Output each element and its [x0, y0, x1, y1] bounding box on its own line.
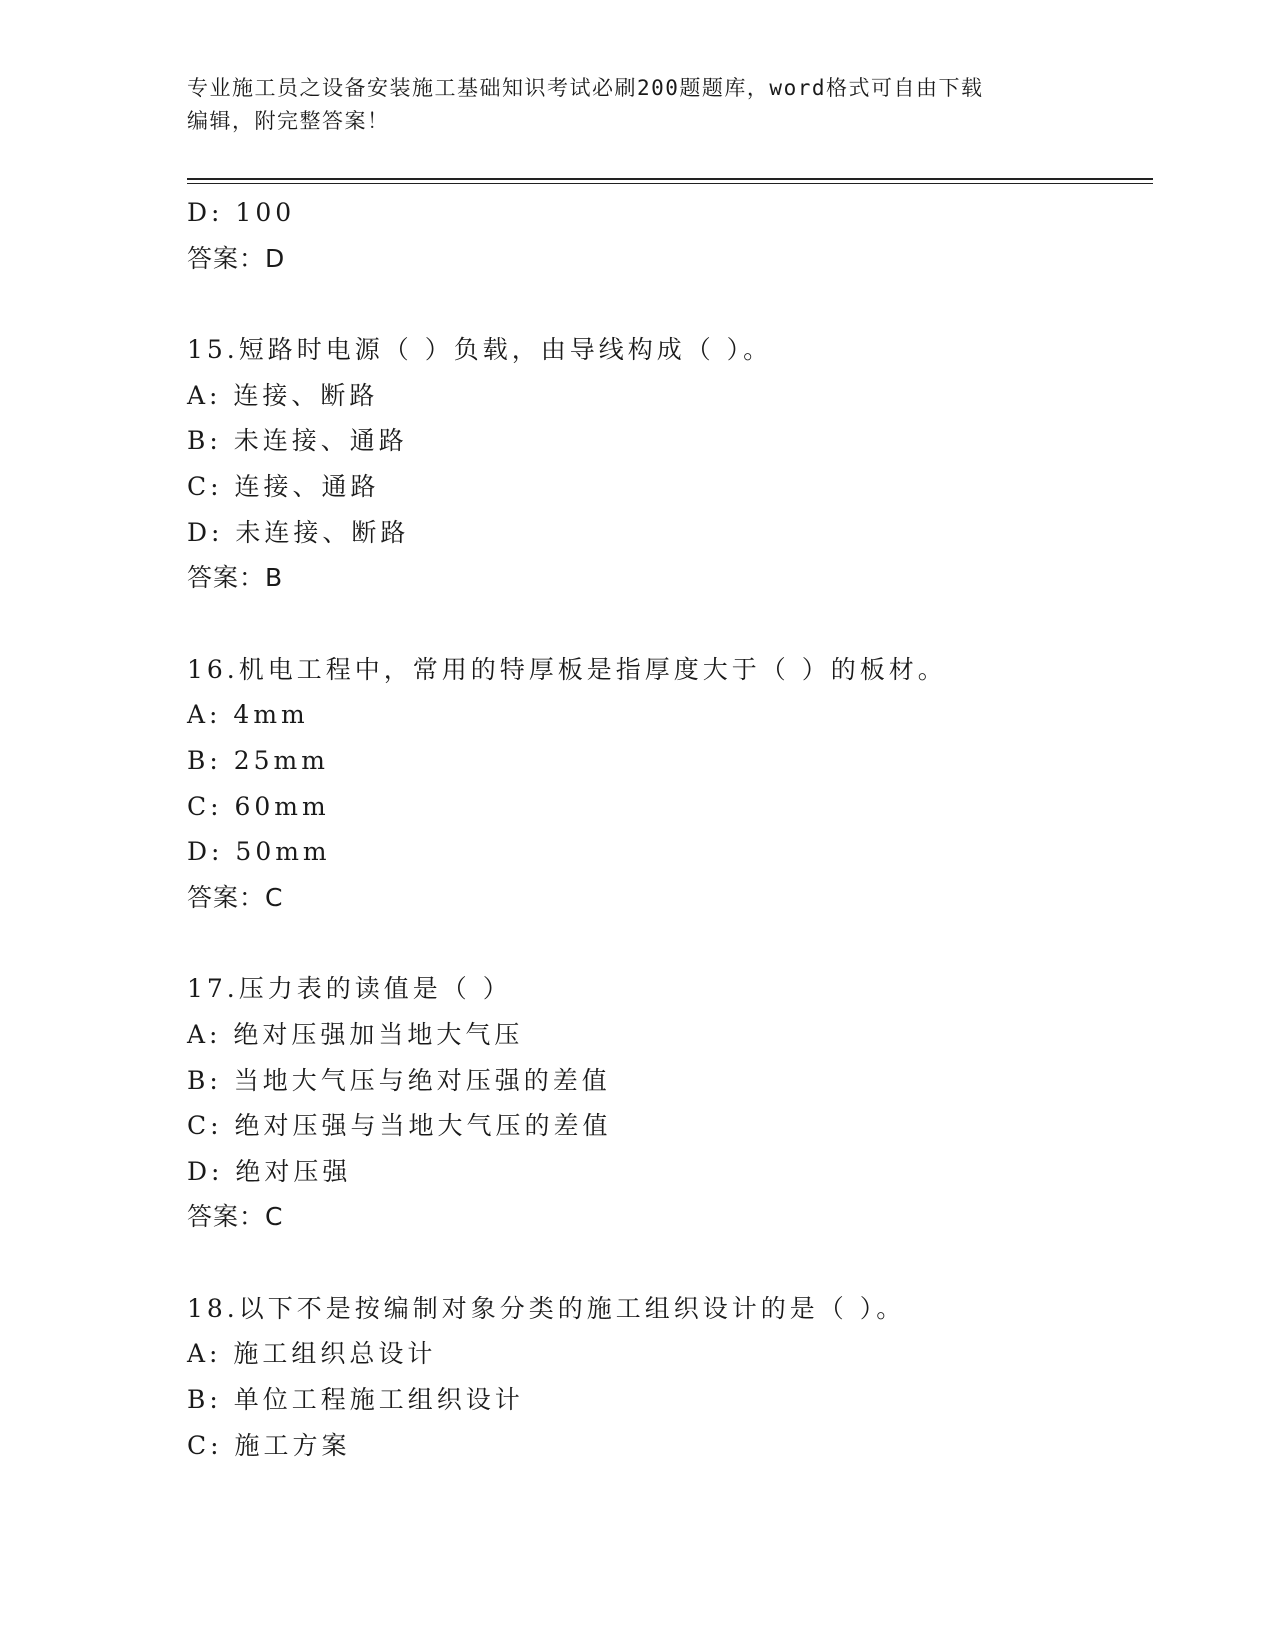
spacer — [187, 1240, 1153, 1286]
answer-line: 答案：C — [187, 1202, 284, 1232]
spacer — [187, 281, 1153, 327]
option-b: B: 单位工程施工组织设计 — [187, 1385, 524, 1415]
option-d: D: 50mm — [187, 837, 331, 867]
spacer — [187, 920, 1153, 966]
question-stem: 16.机电工程中，常用的特厚板是指厚度大于（ ）的板材。 — [187, 654, 947, 684]
option-b: B: 当地大气压与绝对压强的差值 — [187, 1065, 611, 1095]
option-c: C: 60mm — [187, 791, 330, 821]
spacer — [187, 601, 1153, 647]
question-stem: 18.以下不是按编制对象分类的施工组织设计的是（ ）。 — [187, 1293, 906, 1323]
option-a: A: 连接、断路 — [187, 380, 379, 410]
page-header — [187, 72, 1087, 138]
option-c: C: 绝对压强与当地大气压的差值 — [187, 1111, 612, 1141]
option-a: A: 绝对压强加当地大气压 — [187, 1019, 524, 1049]
answer-line: 答案：D — [187, 243, 286, 273]
answer-line: 答案：C — [187, 882, 284, 912]
option-a: A: 施工组织总设计 — [187, 1339, 437, 1369]
question-list — [187, 190, 1153, 1468]
question-stem: 15.短路时电源（ ）负载，由导线构成（ ）。 — [187, 335, 773, 365]
option-d: D: 100 — [187, 198, 296, 227]
question-block-18 — [187, 1286, 1153, 1468]
header-line-2: 编辑，附完整答案！ — [187, 109, 390, 133]
header-divider-thin — [187, 183, 1153, 184]
question-block-16 — [187, 647, 1153, 921]
header-line-1: 专业施工员之设备安装施工基础知识考试必刷200题题库，word格式可自由下载 — [187, 76, 984, 100]
question-block-17 — [187, 966, 1153, 1240]
option-d: D: 绝对压强 — [187, 1156, 352, 1186]
option-b: B: 未连接、通路 — [187, 426, 408, 456]
option-b: B: 25mm — [187, 745, 329, 775]
option-a: A: 4mm — [187, 700, 309, 730]
option-c: C: 连接、通路 — [187, 471, 380, 501]
header-divider-thick — [187, 178, 1153, 180]
option-d: D: 未连接、断路 — [187, 517, 410, 547]
answer-line: 答案：B — [187, 563, 284, 593]
question-block-15 — [187, 327, 1153, 601]
question-stem: 17.压力表的读值是（ ） — [187, 974, 512, 1004]
option-c: C: 施工方案 — [187, 1430, 351, 1460]
